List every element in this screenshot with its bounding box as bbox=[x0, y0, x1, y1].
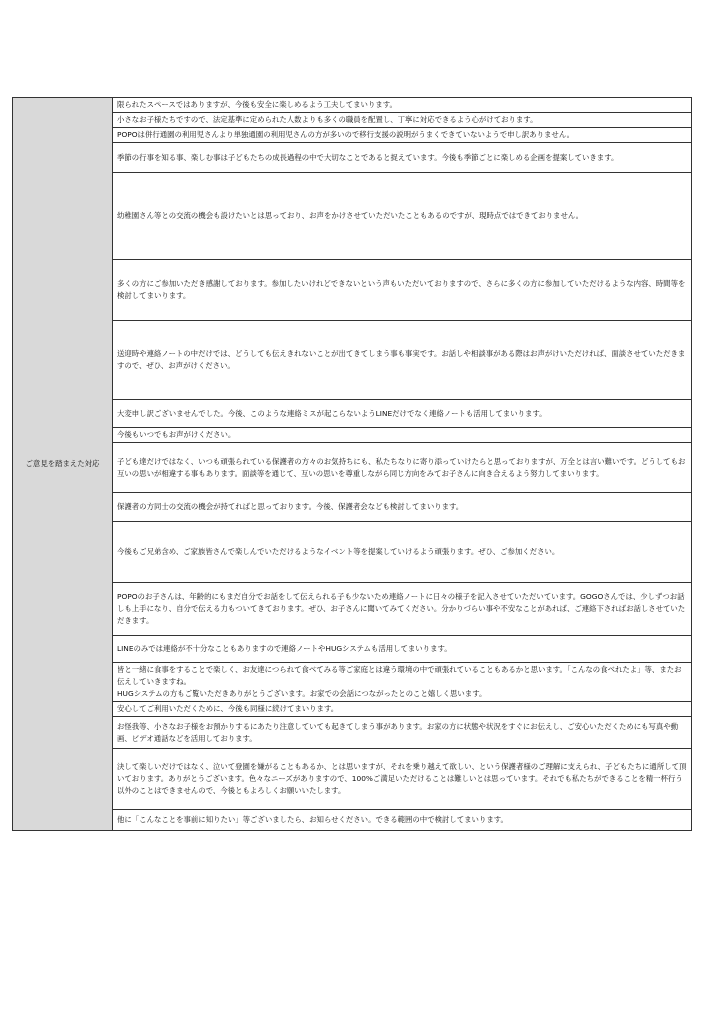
response-cell bbox=[113, 128, 692, 143]
response-text-extra: HUGシステムの方もご覧いただきありがとうございます。お家での会話につながったとのこと嬉しく思います。 bbox=[117, 689, 487, 698]
response-text: 皆と一緒に食事をすることで楽しく、お友達につられて食べてみる等ご家庭とは違う環境の中で頑張れていることもあるかと思います。「こんなの食べれたよ」等、またお伝えしていきますね。 bbox=[117, 665, 682, 686]
response-text: 決して楽しいだけではなく、泣いて登園を嫌がることもあるか、とは思いますが、それを乗り越えて欲しい、という保護者様のご理解に支えられ、子どもたちに通所して頂いております。ありがとうございます。色々なニーズがありますので、100%ご満足いただけることは難しいとは思っています。それでも私たちができることを精一杯行う以外のことはできませんので、今後ともよろしくお願いいたします。 bbox=[117, 762, 687, 795]
response-cell bbox=[113, 113, 692, 128]
response-cell bbox=[113, 663, 692, 702]
table-row bbox=[13, 113, 692, 128]
table-row bbox=[13, 717, 692, 749]
response-cell bbox=[113, 636, 692, 663]
response-cell bbox=[113, 98, 692, 113]
response-cell bbox=[113, 173, 692, 260]
response-text: 今後もご兄弟含め、ご家族皆さんで楽しんでいただけるようなイベント等を提案していけるよう頑張ります。ぜひ、ご参加ください。 bbox=[117, 547, 560, 556]
table-row bbox=[13, 128, 692, 143]
response-text: 小さなお子様たちですので、法定基準に定められた人数よりも多くの職員を配置し、丁寧に対応できるよう心がけております。 bbox=[117, 115, 538, 124]
response-text: 送迎時や連絡ノートの中だけでは、どうしても伝えきれないことが出てきてしまう事も事実です。お話しや相談事がある際はお声がけいただければ、面談させていただきますので、ぜひ、お声がけください。 bbox=[117, 349, 686, 370]
response-cell bbox=[113, 260, 692, 321]
table-row bbox=[13, 443, 692, 493]
table-row bbox=[13, 143, 692, 173]
response-text: 季節の行事を知る事、楽しむ事は子どもたちの成長過程の中で大切なことであると捉えています。今後も季節ごとに楽しめる企画を提案していきます。 bbox=[117, 152, 619, 162]
table-row bbox=[13, 400, 692, 428]
table-row bbox=[13, 98, 692, 113]
response-text: 子ども達だけではなく、いつも頑張られている保護者の方々のお気持ちにも、私たちなりに寄り添っていけたらと思っておりますが、万全とは言い難いです。どうしてもお互いの思いが相違する事もあります。面談等を通じて、互いの思いを尊重しながら同じ方向をみてお子さんに向き合えるよう努力してまいります。 bbox=[117, 456, 686, 478]
response-cell bbox=[113, 400, 692, 428]
response-cell bbox=[113, 522, 692, 583]
table-row bbox=[13, 749, 692, 810]
table-row bbox=[13, 522, 692, 583]
response-text: 大変申し訳ございませんでした。今後、このような連絡ミスが起こらないようLINEだけでなく連絡ノートも活用してまいります。 bbox=[117, 408, 547, 418]
response-text: 幼稚園さん等との交流の機会も設けたいとは思っており、お声をかけさせていただいたこともあるのですが、現時点ではできておりません。 bbox=[117, 211, 584, 220]
response-text: POPOは併行通園の利用児さんより単独通園の利用児さんの方が多いので移行支援の説明がうまくできていないようで申し訳ありません。 bbox=[117, 130, 575, 139]
response-text: 安心してご利用いただくために、今後も同様に続けてまいります。 bbox=[117, 704, 339, 713]
response-text: 保護者の方同士の交流の機会が持てればと思っております。今後、保護者会なども検討してまいります。 bbox=[117, 502, 464, 511]
response-cell bbox=[113, 717, 692, 749]
response-cell bbox=[113, 583, 692, 636]
response-table-body bbox=[13, 98, 692, 831]
response-cell bbox=[113, 749, 692, 810]
table-row bbox=[13, 810, 692, 831]
table-row bbox=[13, 636, 692, 663]
table-row bbox=[13, 321, 692, 400]
response-text: お怪我等、小さなお子様をお預かりするにあたり注意していても起きてしまう事があります。お家の方に状態や状況をすぐにお伝えし、ご安心いただくためにも写真や動画、ビデオ通話などを活用しております。 bbox=[117, 721, 679, 743]
response-cell bbox=[113, 702, 692, 717]
response-cell bbox=[113, 493, 692, 522]
table-row bbox=[13, 493, 692, 522]
table-row bbox=[13, 583, 692, 636]
response-table bbox=[12, 97, 692, 831]
response-text: 今後もいつでもお声がけください。 bbox=[117, 430, 236, 439]
table-row bbox=[13, 260, 692, 321]
response-cell bbox=[113, 321, 692, 400]
response-table-container bbox=[12, 97, 692, 831]
response-cell bbox=[113, 428, 692, 443]
response-text: 多くの方にご参加いただき感謝しております。参加したいけれどできないという声もいただいておりますので、さらに多くの方に参加していただけるような内容、時間等を検討してまいります。 bbox=[117, 279, 686, 300]
table-row bbox=[13, 702, 692, 717]
section-label-cell: ご意見を踏まえた対応 bbox=[13, 98, 113, 831]
response-cell bbox=[113, 143, 692, 173]
response-cell bbox=[113, 810, 692, 831]
response-cell bbox=[113, 443, 692, 493]
table-row bbox=[13, 428, 692, 443]
response-text: 限られたスペースではありますが、今後も安全に楽しめるよう工夫してまいります。 bbox=[117, 100, 397, 109]
response-text: LINEのみでは連絡が不十分なこともありますので連絡ノートやHUGシステムも活用してまいります。 bbox=[117, 644, 452, 653]
response-text: POPOのお子さんは、年齢的にもまだ自分でお話をして伝えられる子も少ないため連絡ノートに日々の様子を記入させていただいています。GOGOさんでは、少しずつお話しも上手になり、自分で伝える力もついてきております。ぜひ、お子さんに聞いてみてください。分かりづらい事や不安なことがあれば、ご連絡下さればお話しさせていただきます。 bbox=[117, 592, 686, 625]
table-row bbox=[13, 663, 692, 702]
table-row bbox=[13, 173, 692, 260]
response-text: 他に「こんなことを事前に知りたい」等ございましたら、お知らせください。できる範囲の中で検討してまいります。 bbox=[117, 815, 508, 824]
